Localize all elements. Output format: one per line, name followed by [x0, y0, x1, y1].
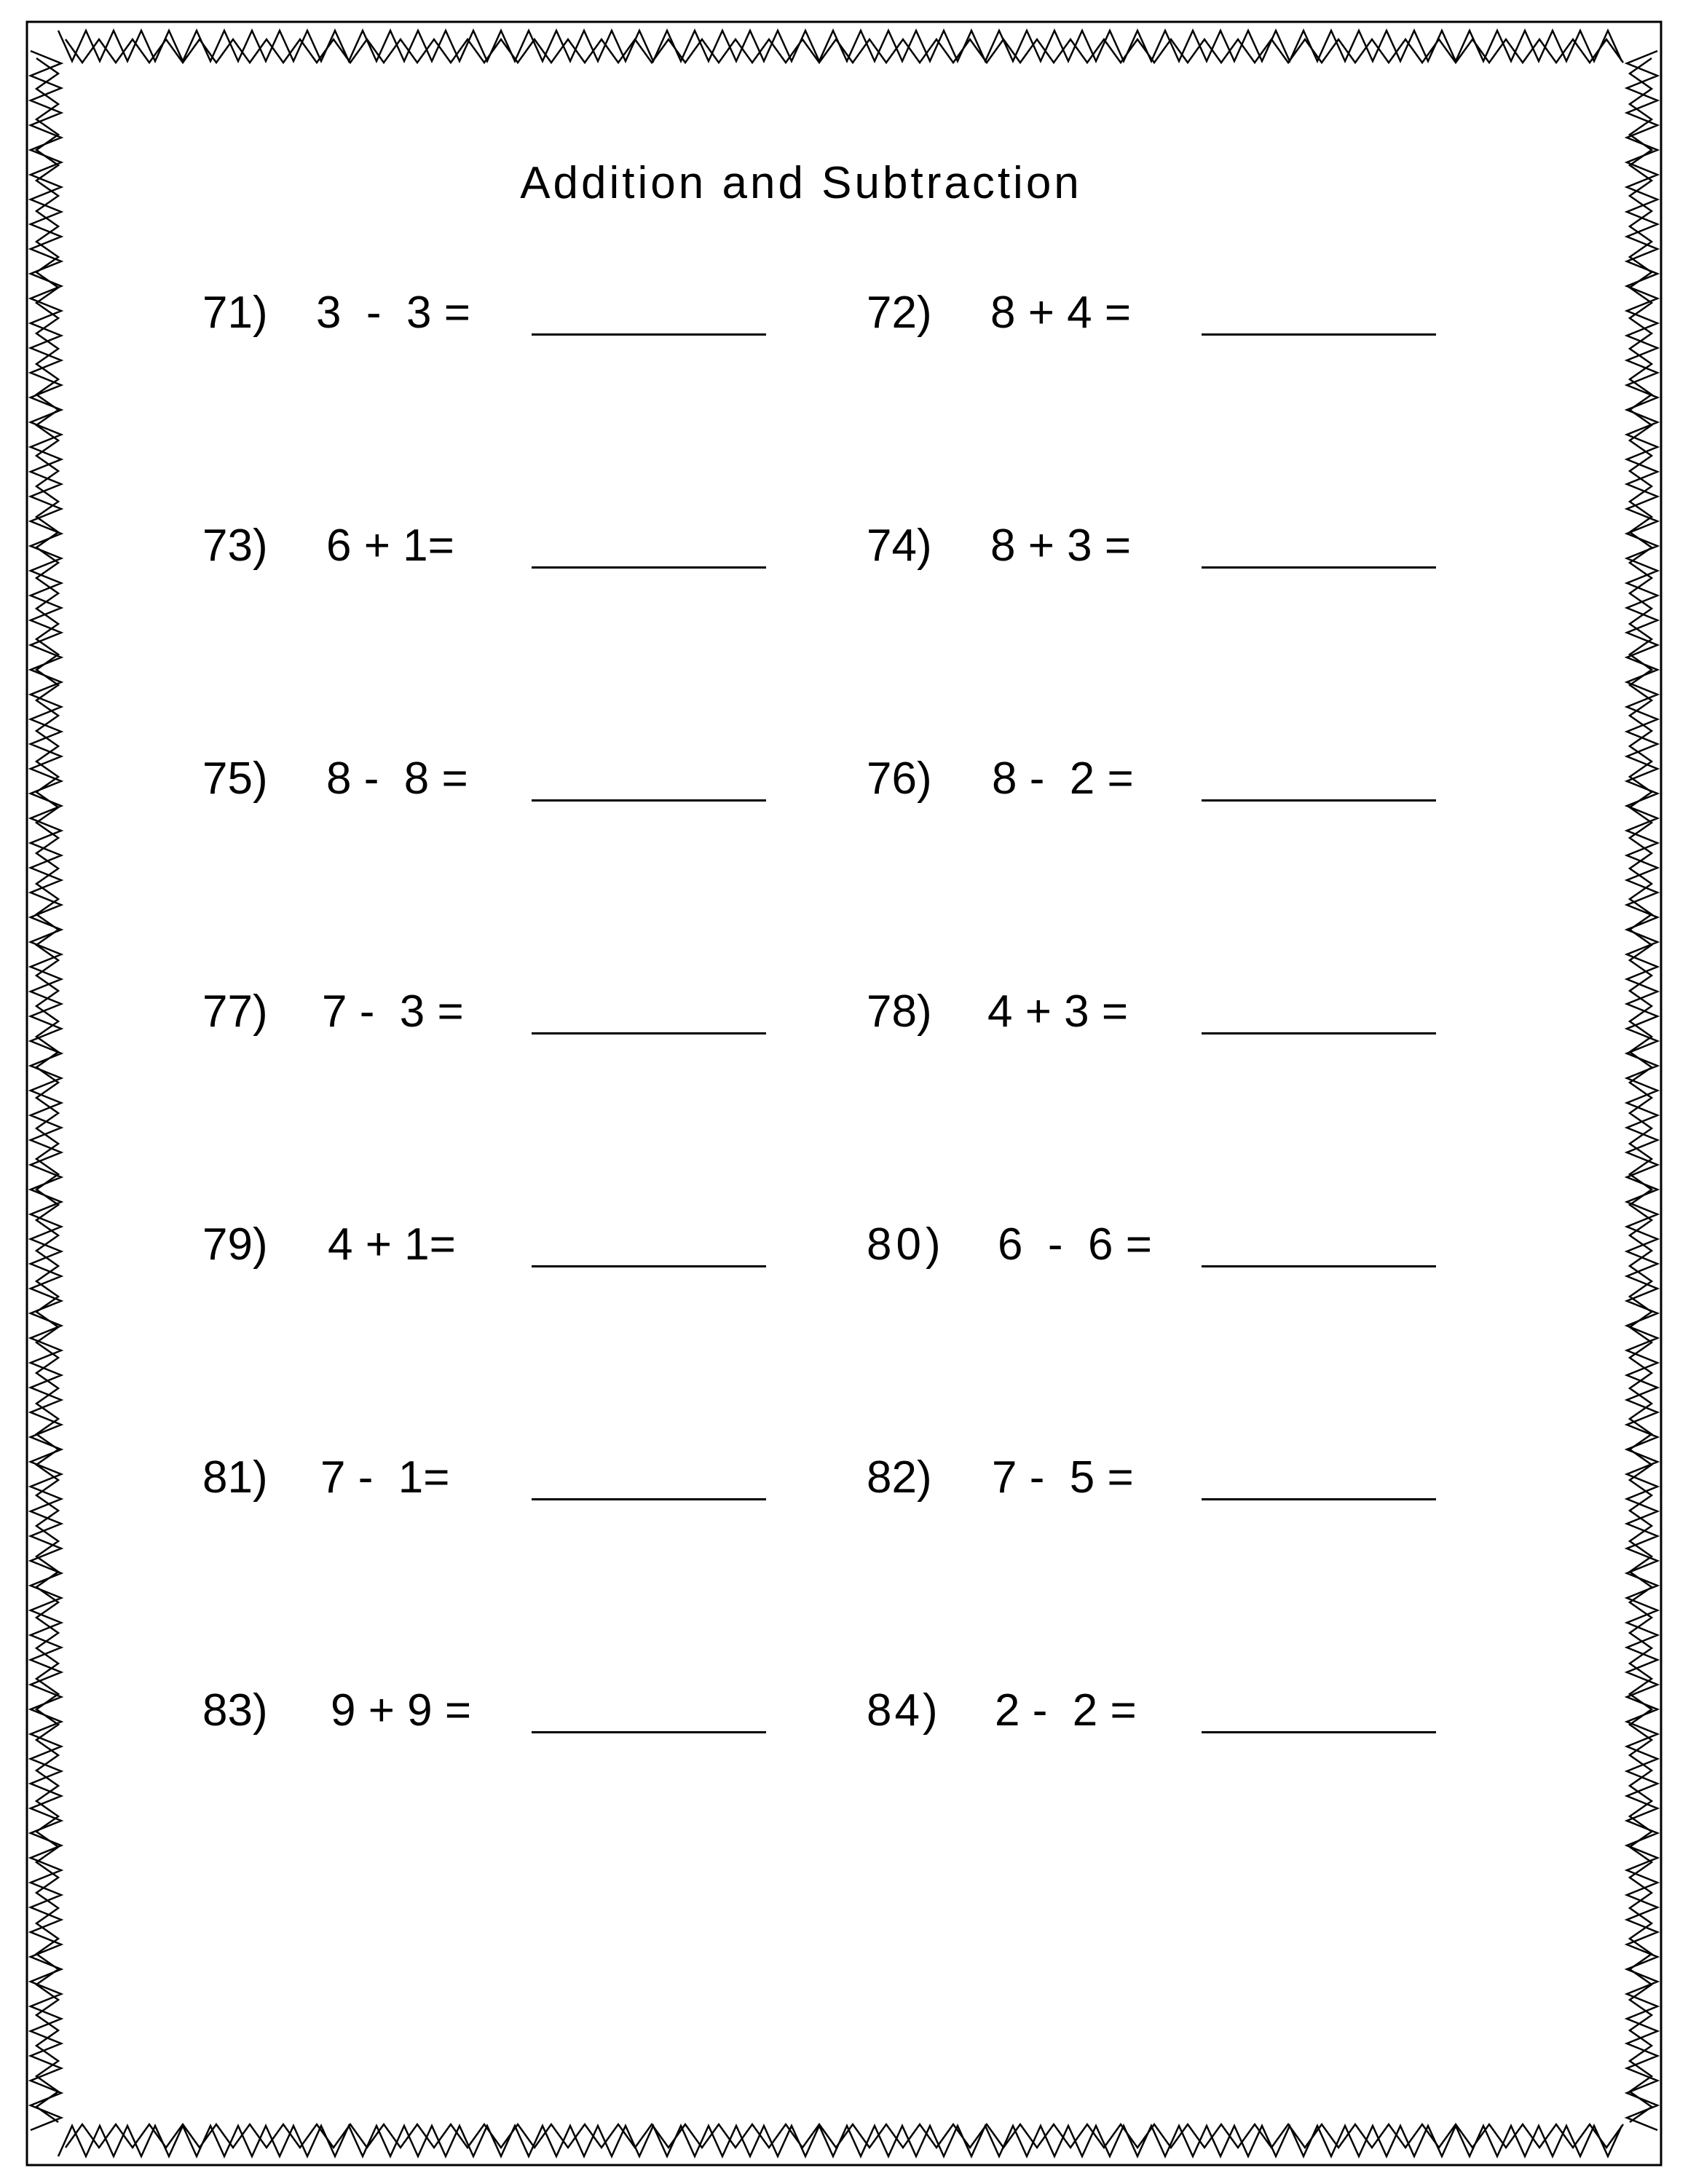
problem-number: 77) [202, 986, 268, 1037]
problem-number: 73) [202, 521, 268, 571]
problem-expression: 4 + 1= [328, 1219, 456, 1270]
problem-77 [202, 983, 785, 1048]
worksheet-title: Addition and Subtraction [520, 158, 1082, 208]
problem-79 [202, 1216, 785, 1281]
problem-number: 83) [202, 1685, 268, 1736]
problem-74 [867, 517, 1449, 582]
problem-expression: 4 + 3 = [987, 986, 1129, 1037]
problem-number: 84) [867, 1685, 941, 1736]
problem-71 [202, 284, 785, 349]
problem-number: 76) [867, 753, 932, 804]
answer-blank[interactable] [532, 799, 766, 802]
problem-expression: 2 - 2 = [995, 1685, 1137, 1736]
problem-expression: 6 - 6 = [998, 1219, 1152, 1270]
answer-blank[interactable] [532, 333, 766, 336]
problem-number: 82) [867, 1452, 932, 1503]
problem-expression: 9 + 9 = [331, 1685, 472, 1736]
problem-number: 81) [202, 1452, 268, 1503]
problem-84 [867, 1682, 1449, 1747]
problem-expression: 6 + 1= [326, 521, 454, 571]
answer-blank[interactable] [1202, 799, 1436, 802]
problem-number: 75) [202, 753, 268, 804]
problem-expression: 7 - 3 = [322, 986, 464, 1037]
problem-expression: 7 - 5 = [992, 1452, 1134, 1503]
answer-blank[interactable] [532, 1032, 766, 1034]
answer-blank[interactable] [532, 566, 766, 569]
answer-blank[interactable] [1202, 1265, 1436, 1267]
problem-72 [867, 284, 1449, 349]
problem-81 [202, 1449, 785, 1514]
problem-number: 74) [867, 521, 932, 571]
problem-73 [202, 517, 785, 582]
answer-blank[interactable] [1202, 1498, 1436, 1500]
problem-expression: 8 - 8 = [326, 753, 468, 804]
answer-blank[interactable] [532, 1731, 766, 1733]
problem-76 [867, 750, 1449, 815]
problem-number: 71) [202, 288, 268, 338]
problem-number: 72) [867, 288, 932, 338]
problem-number: 79) [202, 1219, 268, 1270]
problem-80 [867, 1216, 1449, 1281]
answer-blank[interactable] [532, 1498, 766, 1500]
problem-expression: 8 + 3 = [990, 521, 1132, 571]
problem-expression: 3 - 3 = [316, 288, 470, 338]
problem-82 [867, 1449, 1449, 1514]
problem-expression: 8 + 4 = [990, 288, 1132, 338]
answer-blank[interactable] [1202, 333, 1436, 336]
answer-blank[interactable] [1202, 566, 1436, 569]
zigzag-top-row-inner [66, 39, 1623, 63]
answer-blank[interactable] [532, 1265, 766, 1267]
problem-75 [202, 750, 785, 815]
problem-expression: 7 - 1= [320, 1452, 450, 1503]
answer-blank[interactable] [1202, 1032, 1436, 1034]
problem-number: 80) [867, 1219, 945, 1270]
problem-number: 78) [867, 986, 932, 1037]
zigzag-pattern [31, 31, 1657, 2156]
problem-83 [202, 1682, 785, 1747]
problem-78 [867, 983, 1449, 1048]
zigzag-bottom-row-inner [66, 2124, 1623, 2148]
problem-expression: 8 - 2 = [992, 753, 1134, 804]
answer-blank[interactable] [1202, 1731, 1436, 1733]
